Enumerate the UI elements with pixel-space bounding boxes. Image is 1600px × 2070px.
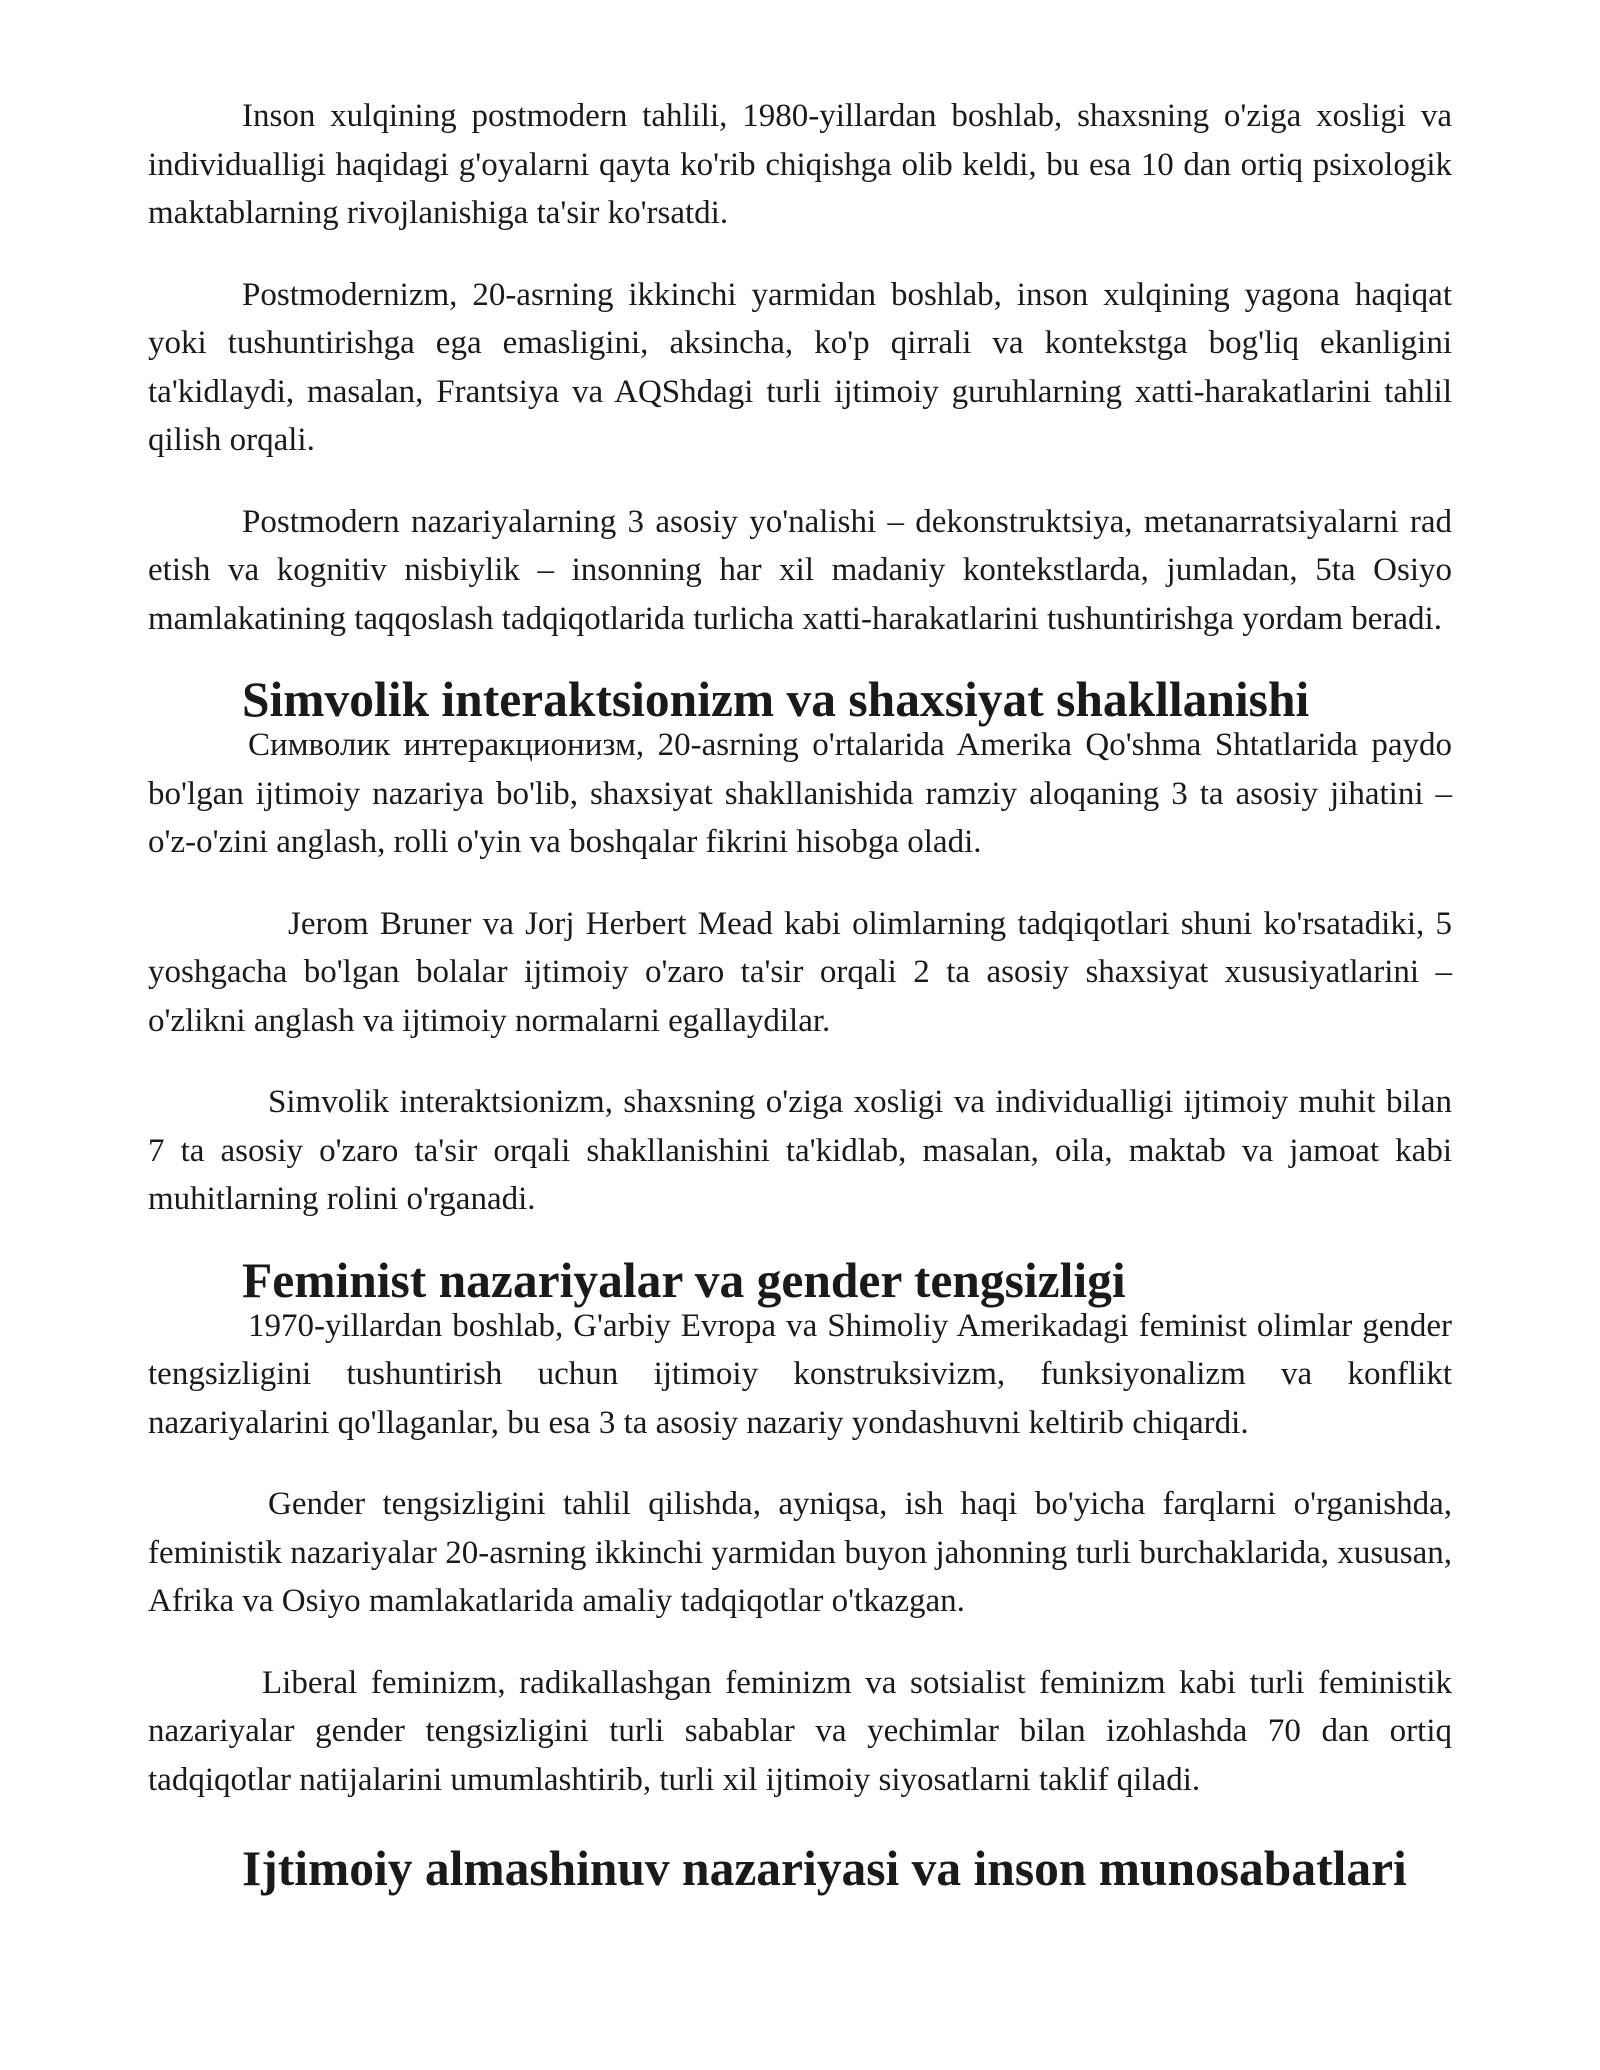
intro-paragraph-1: Inson xulqining postmodern tahlili, 1980-yillardan boshlab, shaxsning o'ziga xosligi va individualligi haqidagi g'oyalarni qayta ko'rib chiqishga olib keldi, bu esa 10 dan ortiq psixologik maktablarning rivojlanishiga ta'sir ko'rsatdi. (148, 98, 1452, 231)
feminist-paragraph-1: 1970-yillardan boshlab, G'arbiy Evropa va Shimoliy Amerikadagi feminist olimlar gender tengsizligini tushuntirish uchun ijtimoiy konstruksivizm, funksiyonalizm va konflikt nazariyalarini qo'llaganlar, bu esa 3 ta asosiy nazariy yondashuvni keltirib chiqardi. (148, 1307, 1452, 1441)
section-heading-social-exchange: Ijtimoiy almashinuv nazariyasi va inson munosabatlari (242, 1841, 1407, 1896)
section-heading-feminist-theories: Feminist nazariyalar va gender tengsizligi (242, 1252, 1126, 1308)
symbolic-paragraph-2: Jerom Bruner va Jorj Herbert Mead kabi olimlarning tadqiqotlari shuni ko'rsatadiki, 5 yoshgacha bo'lgan bolalar ijtimoiy o'zaro ta'sir orqali 2 ta asosiy shaxsiyat xususiyatlarini – o'zlikni anglash va ijtimoiy normalarni egallaydilar. (148, 905, 1452, 1039)
feminist-paragraph-2: Gender tengsizligini tahlil qilishda, ayniqsa, ish haqi bo'yicha farqlarni o'rganishda, feministik nazariyalar 20-asrning ikkinchi yarmidan buyon jahonning turli burchaklarida, xususan, Afrika va Osiyo mamlakatlarida amaliy tadqiqotlar o'tkazgan. (148, 1486, 1452, 1619)
feminist-paragraph-3: Liberal feminizm, radikallashgan feminizm va sotsialist feminizm kabi turli feministik nazariyalar gender tengsizligini turli sabablar va yechimlar bilan izohlashda 70 dan ortiq tadqiqotlar natijalarini umumlashtirib, turli xil ijtimoiy siyosatlarni taklif qiladi. (148, 1664, 1452, 1798)
symbolic-paragraph-1: Символик интеракционизм, 20-asrning o'rtalarida Amerika Qo'shma Shtatlarida paydo bo'lgan ijtimoiy nazariya bo'lib, shaxsiyat shakllanishida ramziy aloqaning 3 ta asosiy jihatini – o'z-o'zini anglash, rolli o'yin va boshqalar fikrini hisobga oladi. (148, 727, 1452, 860)
intro-paragraph-3: Postmodern nazariyalarning 3 asosiy yo'nalishi – dekonstruktsiya, metanarratsiyalarni rad etish va kognitiv nisbiylik – insonning har xil madaniy kontekstlarda, jumladan, 5ta Osiyo mamlakatining taqqoslash tadqiqotlarida turlicha xatti-harakatlarini tushuntirishga yordam beradi. (148, 503, 1452, 637)
intro-paragraph-2: Postmodernizm, 20-asrning ikkinchi yarmidan boshlab, inson xulqining yagona haqiqat yoki tushuntirishga ega emasligini, aksincha, ko'p qirrali va kontekstga bog'liq ekanligini ta'kidlaydi, masalan, Frantsiya va AQShdagi turli ijtimoiy guruhlarning xatti-harakatlarini tahlil qilish orqali. (148, 276, 1452, 458)
document-page (148, 92, 1452, 1896)
symbolic-paragraph-3: Simvolik interaktsionizm, shaxsning o'ziga xosligi va individualligi ijtimoiy muhit bilan 7 ta asosiy o'zaro ta'sir orqali shakllanishini ta'kidlab, masalan, oila, maktab va jamoat kabi muhitlarning rolini o'rganadi. (148, 1084, 1452, 1217)
section-heading-symbolic-interactionism: Simvolik interaktsionizm va shaxsiyat shakllanishi (242, 672, 1310, 727)
